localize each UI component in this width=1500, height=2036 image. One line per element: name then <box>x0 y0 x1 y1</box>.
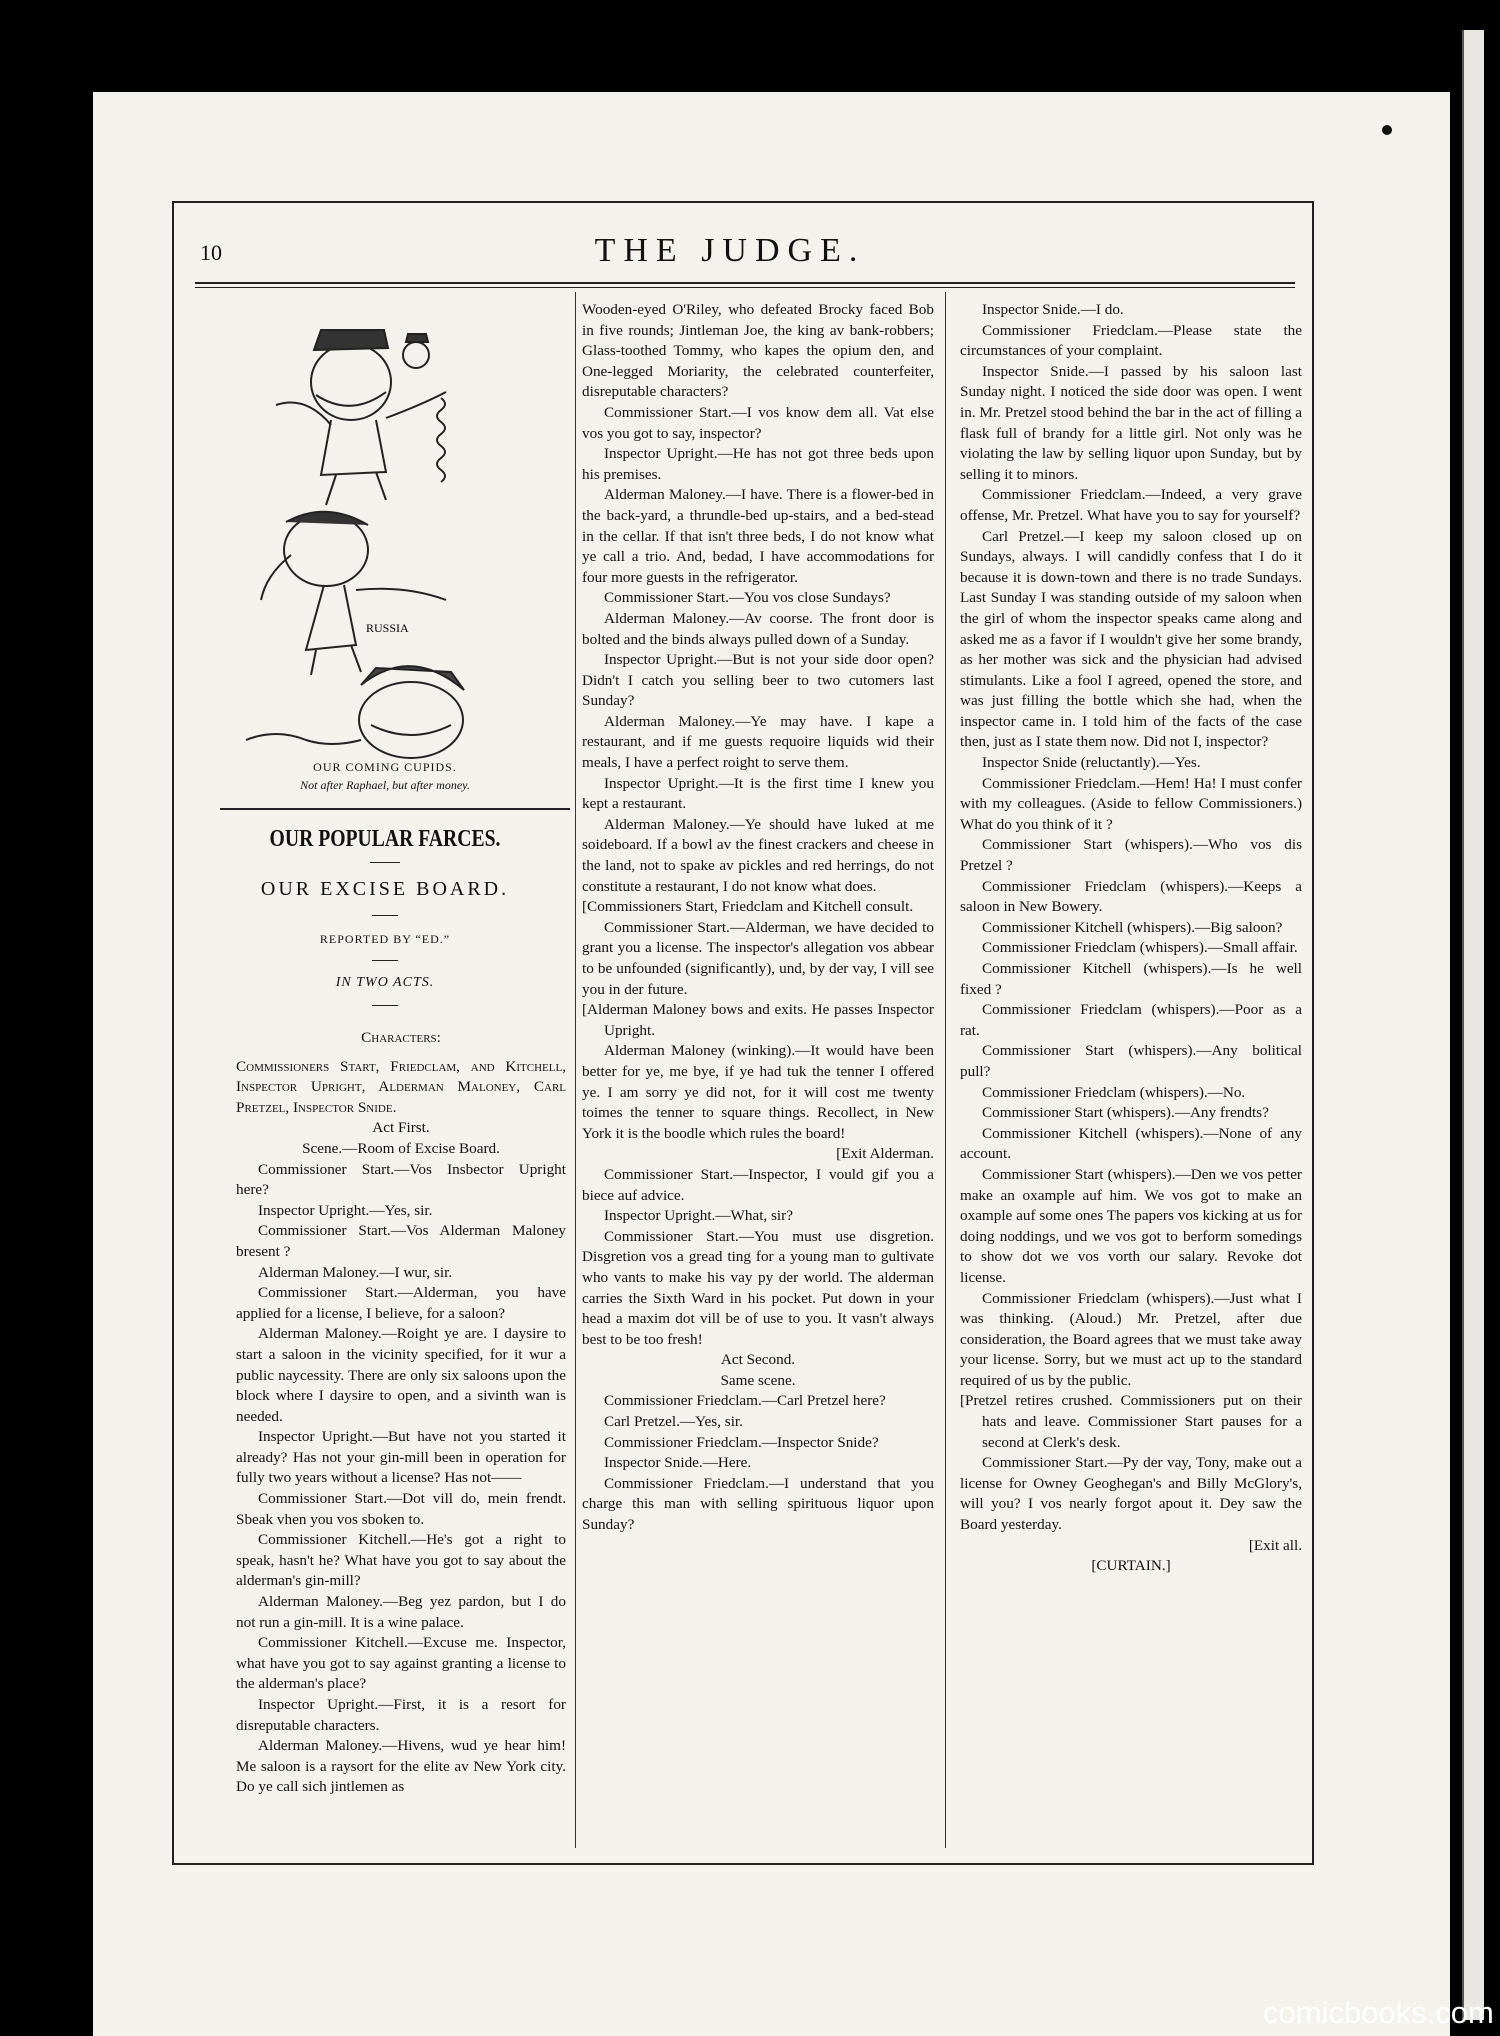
paragraph: Inspector Upright.—But have not you started it already? Has not your gin-mill been in operation for fully two years without a license? Has not—— <box>236 1428 566 1487</box>
paragraph: Commissioner Friedclam.—Inspector Snide? <box>604 1433 879 1451</box>
article-subtitle: OUR EXCISE BOARD. <box>260 878 510 900</box>
paragraph: Alderman Maloney.—Ye may have. I kape a restaurant, and if me guests requoire liquids wid their meals, I have a perfect roight to serve them. <box>582 712 934 772</box>
paragraph: Commissioner Start.—Alderman, we have decided to grant you a license. The inspector's allegation vos abbear to be unfounded (significantly), und, by der vay, I vill see you in der future. <box>582 918 934 998</box>
paragraph: Act First. <box>372 1119 430 1137</box>
paragraph: Commissioner Start.—You must use disgretion. Disgretion vos a gread ting for a young man to gultivate who vants to make his vay py der world. The alderman carries the Sixth Ward in his pocket. Put down in your head a maxim dot vill be of use to you. It vasn't always best to be too fresh! <box>582 1227 934 1348</box>
paragraph: Commissioner Friedclam.—I understand that you charge this man with selling spirituous liquor upon Sunday? <box>582 1474 934 1534</box>
paragraph: Inspector Snide.—I passed by his saloon last Sunday night. I noticed the side door was open. I went in. Mr. Pretzel stood behind the bar in the act of filling a flask full of brandy for a little girl. Not only was he violating the law by selling liquor upon Sunday, but by selling it to minors. <box>960 362 1302 483</box>
masthead-title: THE JUDGE. <box>594 232 866 269</box>
paragraph: Commissioner Start.—Vos Insbector Upright here? <box>236 1160 566 1199</box>
byline-dash <box>372 960 398 961</box>
paragraph: Commissioner Start (whispers).—Den we vos petter make an oxample auf him. We vos got to make an oxample auf some ones The papers vos kicking at us for doing noddings, und we vos got to berform somedings to show dot we vos vorth our salary. Revoke dot license. <box>960 1165 1302 1286</box>
paragraph: Carl Pretzel.—I keep my saloon closed up on Sundays, always. I will candidly confess that I do it because it is down-town and there is no trade Sundays. Last Sunday I was standing outside of my saloon when the girl of whom the inspector speaks came along and asked me as a favor if I wouldn't give her some brandy, as her mother was sick and the physician had advised stimulants. Like a fool I agreed, opened the store, and was just filling the bottle which she had, when the inspector came in. I told him of the facts of the case then, just as I state them now. Did not I, inspector? <box>960 527 1302 751</box>
paragraph: [Exit Alderman. <box>836 1145 934 1163</box>
watermark: comicbooks.com <box>1263 1995 1494 2030</box>
paragraph: Alderman Maloney.—Roight ye are. I daysire to start a saloon in the vicinity specified, for it wur a public naycessity. There are only six saloons upon the block where I daysire to open, and a sivinth wan is needed. <box>236 1325 566 1425</box>
paragraph: Commissioner Start.—Alderman, you have applied for a license, I believe, for a saloon? <box>236 1284 566 1322</box>
title-dash <box>370 862 400 863</box>
paragraph: Commissioner Kitchell (whispers).—None of any account. <box>960 1124 1302 1163</box>
paragraph: Commissioner Friedclam (whispers).—No. <box>982 1083 1246 1101</box>
paragraph: Commissioner Friedclam.—Indeed, a very grave offense, Mr. Pretzel. What have you to say for yourself? <box>960 486 1302 524</box>
paragraph: Inspector Snide.—Here. <box>604 1454 752 1472</box>
acts-label: IN TWO ACTS. <box>335 975 435 990</box>
paragraph: Act Second. <box>720 1351 796 1369</box>
paragraph: Inspector Upright.—But is not your side door open? Didn't I catch you selling beer to two cutomers last Sunday? <box>582 651 934 710</box>
paragraph: Commissioner Start.—I vos know dem all. Vat else vos you got to say, inspector? <box>582 403 934 442</box>
paragraph: Alderman Maloney.—I wur, sir. <box>258 1263 453 1281</box>
paragraph: Inspector Snide.—I do. <box>982 301 1124 318</box>
paragraph: Inspector Upright.—Yes, sir. <box>258 1201 433 1219</box>
paragraph: Alderman Maloney.—Hivens, wud ye hear him! Me saloon is a raysort for the elite av New York city. Do ye call sich jintlemen as <box>236 1737 566 1796</box>
paragraph: [Alderman Maloney bows and exits. He passes Inspector Upright. <box>582 1001 934 1039</box>
paragraph: Alderman Maloney.—Av coorse. The front door is bolted and the binds always pulled down of a Sunday. <box>582 609 934 648</box>
paragraph: Commissioner Friedclam.—Please state the circumstances of your complaint. <box>960 321 1302 360</box>
paragraph: Commissioner Friedclam.—Carl Pretzel here? <box>604 1392 886 1410</box>
paragraph: Commissioner Kitchell (whispers).—Big saloon? <box>982 918 1283 936</box>
column-rule-2 <box>945 292 946 1848</box>
paragraph: Commissioner Friedclam (whispers).—Poor as a rat. <box>960 1001 1302 1039</box>
paragraph: Inspector Upright.—What, sir? <box>604 1207 793 1225</box>
acts-dash <box>372 1005 398 1006</box>
paragraph: Inspector Upright.—First, it is a resort for disreputable characters. <box>236 1696 566 1734</box>
header-rule-thin <box>195 287 1295 288</box>
paragraph: Carl Pretzel.—Yes, sir. <box>604 1413 743 1431</box>
paragraph: Same scene. <box>720 1371 796 1389</box>
paragraph: Commissioner Start.—Py der vay, Tony, make out a license for Owney Geoghegan's and Billy McGlory's, will you? I vos nearly forgot apout it. Dey saw the Board yesterday. <box>960 1454 1302 1534</box>
paragraph: Commissioner Start (whispers).—Who vos dis Pretzel ? <box>960 836 1302 875</box>
paragraph: Commissioner Start.—Dot vill do, mein frendt. Sbeak vhen you vos sboken to. <box>236 1490 566 1528</box>
paragraph: Commissioner Start (whispers).—Any frendts? <box>982 1104 1269 1122</box>
illustration-subcaption: Not after Raphael, but after money. <box>300 778 470 792</box>
ink-dot <box>1382 125 1392 135</box>
article-title: OUR POPULAR FARCES. <box>269 826 501 852</box>
paragraph: Commissioner Friedclam (whispers).—Keeps a saloon in New Bowery. <box>960 877 1302 916</box>
page-edge <box>1462 30 1484 2020</box>
adjacent-page-edge <box>1450 0 1500 2036</box>
paragraph: Commissioner Friedclam (whispers).—Just what I was thinking. (Aloud.) Mr. Pretzel, after due consideration, the Board agrees that we must take away your license. Sorry, but we must act up to the standard required of us by the public. <box>960 1289 1302 1389</box>
paragraph: [Pretzel retires crushed. Commissioners put on their hats and leave. Commissioner Start pauses for a second at Clerk's desk. <box>960 1392 1302 1451</box>
paragraph: Wooden-eyed O'Riley, who defeated Brocky faced Bob in five rounds; Jintleman Joe, the king av bank-robbers; Glass-toothed Tommy, who kapes the opium den, and One-legged Moriarity, the celebrated counterfeiter, disreputable characters? <box>582 301 934 401</box>
paragraph: Commissioner Start.—Vos Alderman Maloney bresent ? <box>236 1222 566 1260</box>
paragraph: Alderman Maloney.—Ye should have luked at me soideboard. If a bowl av the finest crackers and cheese in the land, not to spake av pickles and red herrings, do not constitute a restaurant, I do not know what does. <box>582 815 934 895</box>
paragraph: Inspector Upright.—It is the first time I knew you kept a restaurant. <box>582 774 934 813</box>
paragraph: Scene.—Room of Excise Board. <box>302 1139 500 1157</box>
paragraph: Commissioner Start.—You vos close Sundays? <box>604 589 891 607</box>
sash-label: RUSSIA <box>366 621 409 635</box>
illustration-caption: OUR COMING CUPIDS. <box>313 760 457 774</box>
column-3 <box>960 300 1302 1577</box>
paragraph: Alderman Maloney.—I have. There is a flower-bed in the back-yard, a thrundle-bed up-stairs, and a bed-stead in the cellar. If that isn't three beds, I do not know what ye call a trio. And, bedad, I have accommodations for four more guests in the refrigerator. <box>582 486 934 586</box>
paragraph: Commissioner Friedclam (whispers).—Small affair. <box>982 939 1298 957</box>
header-rule <box>195 282 1295 284</box>
paragraph: Commissioners Start, Friedclam, and Kitchell, Inspector Upright, Alderman Maloney, Carl Pretzel, Inspector Snide. <box>236 1057 566 1116</box>
cartoon-illustration <box>236 300 536 770</box>
column-rule-1 <box>575 292 576 1848</box>
paragraph: [CURTAIN.] <box>1091 1557 1171 1575</box>
page-number: 10 <box>200 240 222 265</box>
paragraph: Commissioner Start.—Inspector, I vould gif you a biece auf advice. <box>582 1165 934 1204</box>
section-rule <box>220 808 570 810</box>
subtitle-dash <box>372 915 398 916</box>
paragraph: Inspector Snide (reluctantly).—Yes. <box>982 754 1201 772</box>
paragraph: [Exit all. <box>1248 1536 1302 1554</box>
paragraph: Commissioner Kitchell.—He's got a right to speak, hasn't he? What have you got to say about the alderman's gin-mill? <box>236 1531 566 1590</box>
paragraph: Commissioner Kitchell (whispers).—Is he well fixed ? <box>960 960 1302 998</box>
byline: REPORTED BY “ED.” <box>319 932 451 946</box>
characters-heading: Characters: <box>361 1029 441 1046</box>
column-2 <box>582 300 934 1536</box>
paragraph: Alderman Maloney.—Beg yez pardon, but I do not run a gin-mill. It is a wine palace. <box>236 1593 566 1631</box>
column-1 <box>236 1028 566 1798</box>
paragraph: Commissioner Friedclam.—Hem! Ha! I must confer with my colleagues. (Aside to fellow Commissioners.) What do you think of it ? <box>960 774 1302 833</box>
paragraph: Commissioner Kitchell.—Excuse me. Inspector, what have you got to say against granting a license to the alderman's place? <box>236 1634 566 1693</box>
paragraph: Inspector Upright.—He has not got three beds upon his premises. <box>582 445 934 483</box>
paragraph: Commissioner Start (whispers).—Any bolitical pull? <box>960 1042 1302 1080</box>
paragraph: [Commissioners Start, Friedclam and Kitchell consult. <box>582 898 914 916</box>
paragraph: Alderman Maloney (winking).—It would have been better for ye, me bye, if ye had tuk the tenner I offered ye. I am sorry ye did not, for it will cost me twenty toimes the tenner to square things. Recollect, in New York it is the boodle which rules the board! <box>582 1042 934 1142</box>
